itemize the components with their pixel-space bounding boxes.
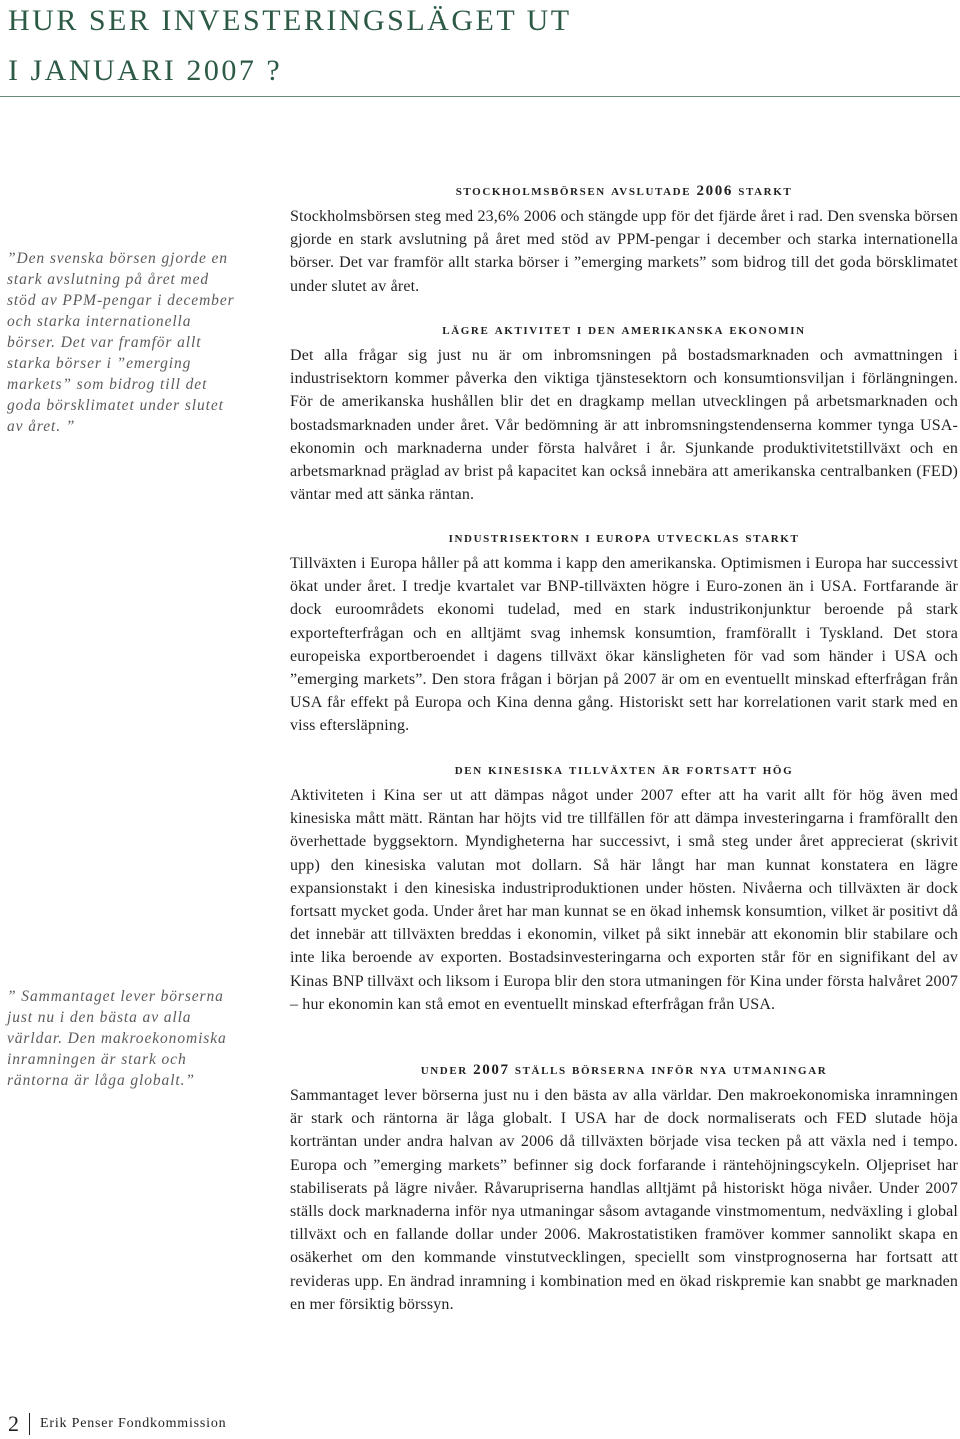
section-body: Aktiviteten i Kina ser ut att dämpas något under 2007 efter att ha varit allt för hög även med kinesiska mått mätt. Räntan har höjts vid tre tillfällen för att dämpa investeringarna i framförallt den överhettade byggsektorn. Myndigheterna har successivt, i små steg under året apprecierat (skrivit upp) den kinesiska valutan mot dollarn. Så här långt har man kunnat konstatera en lägre expansionstakt i den kinesiska industriproduktionen under hösten. Nivåerna och tillväxten är dock fortsatt mycket goda. Under året har man kunnat se en ökad inhemsk konsumtion, vilket är positivt då det innebär att tillväxten breddas i ekonomin, vilket på sikt innebär att ekonomin blir stabilare och inte lika beroende av exporten. Bostadsinvesteringarna och exporten står för en signifikant del av Kinas BNP tillväxt och liksom i Europa blir den stora utmaningen för Kina under första halvåret 2007 – hur ekonomin kan stå emot en eventuellt minskad efterfrågan från USA.	[290, 787, 958, 1013]
section-nya-utmaningar	[290, 1060, 958, 1316]
section-heading: industrisektorn i europa utvecklas starkt	[448, 530, 800, 546]
section-heading: under 2007 ställs börserna inför nya utmaningar	[420, 1062, 828, 1078]
section-kinesiska-tillvaxten	[290, 760, 958, 1016]
section-body: Tillväxten i Europa håller på att komma i kapp den amerikanska. Optimismen i Europa har successivt ökat under året. I tredje kvartalet var BNP-tillväxten högre i Euro-zonen än i USA. Fortfarande är dock euroområdets ekonomi tudelad, med en stark industrikonjunktur beroende på stark exportefterfrågan och en alltjämt svag inhemsk konsumtion, framförallt i Tyskland. Det stora europeiska exportberoendet i dagens tillväxt ökar känsligheten för vad som händer i USA och ”emerging markets”. Den stora frågan i början på 2007 är om en eventuellt minskad efterfrågan från USA får effekt på Europa och Kina denna gång. Historiskt sett har korrelationen varit stark med en viss eftersläpning.	[290, 555, 958, 735]
section-stockholmsborsen	[290, 181, 958, 298]
section-body: Det alla frågar sig just nu är om inbromsningen på bostadsmarknaden och avmattningen i industrisektorn kommer påverka den viktiga tjänstesektorn och konsumtionsviljan i förlängningen. För de amerikanska hushållen blir det en dragkamp mellan utvecklingen på arbetsmarknaden och bostadsmarknaden under året. Vår bedömning är att inbromsningstendenserna kommer tynga USA-ekonomin och marknaderna under första halvåret i år. Sjunkande produktivitetstillväxt och en arbetsmarknad präglad av brist på kapacitet kan också innebära att amerikanska centralbanken (FED) väntar med att sänka räntan.	[290, 347, 958, 504]
pull-quote-1: ”Den svenska börsen gjorde en stark avslutning på året med stöd av PPM-pengar i december och starka internationella börser. Det var framför allt starka börser i ”emerging markets” som bidrog till det goda börsklimatet under slutet av året. ”	[7, 250, 235, 435]
page-title-line-2: I JANUARI 2007 ?	[8, 54, 283, 87]
page-number: 2	[8, 1411, 19, 1436]
section-industrisektorn-europa	[290, 528, 958, 738]
section-body: Stockholmsbörsen steg med 23,6% 2006 och stängde upp för det fjärde året i rad. Den svenska börsen gjorde en stark avslutning på året med stöd av PPM-pengar i december och starka internationella börser. Det var framför allt starka börser i ”emerging markets” som bidrog till det goda börsklimatet under slutet av året.	[290, 208, 958, 295]
footer-divider	[29, 1413, 30, 1435]
page-title	[8, 0, 960, 92]
section-heading: lägre aktivitet i den amerikanska ekonomin	[442, 322, 806, 338]
page-title-line-1: HUR SER INVESTERINGSLÄGET UT	[8, 4, 572, 37]
publisher-name: Erik Penser Fondkommission	[40, 1416, 227, 1431]
section-body: Sammantaget lever börserna just nu i den bästa av alla världar. Den makroekonomiska inramningen är stark och räntorna är låga globalt. I USA har de dock normaliserats och FED slutade höja korträntan under andra halvan av 2006 då tillväxten började visa tecken på att växla ned i tempo. Europa och ”emerging markets” befinner sig dock forfarande i räntehöjningscykeln. Oljepriset har stabiliserats på lägre nivåer. Råvarupriserna handlas alltjämt på historiskt höga nivåer. Under 2007 ställs dock marknaderna inför nya utmaningar såsom avtagande vinstmomentum, nedväxling i global tillväxt och en fallande dollar under 2006. Makrostatistiken framöver kommer sannolikt skapa en osäkerhet om den kommande vinstutvecklingen, speciellt som vinstprognoserna har fortsatt att revideras upp. En ändrad inramning i kombination med en ökad riskpremie kan snabbt ge marknaden en mer försiktig börssyn.	[290, 1087, 958, 1313]
section-heading: den kinesiska tillväxten är fortsatt hög	[454, 762, 794, 778]
section-amerikanska-ekonomin	[290, 320, 958, 506]
page-footer	[8, 1411, 226, 1437]
section-heading: stockholmsbörsen avslutade 2006 starkt	[455, 183, 793, 199]
title-divider	[0, 96, 960, 97]
pull-quote-2: ” Sammantaget lever börserna just nu i den bästa av alla världar. Den makroekonomiska inramningen är stark och räntorna är låga globalt.”	[7, 988, 227, 1089]
